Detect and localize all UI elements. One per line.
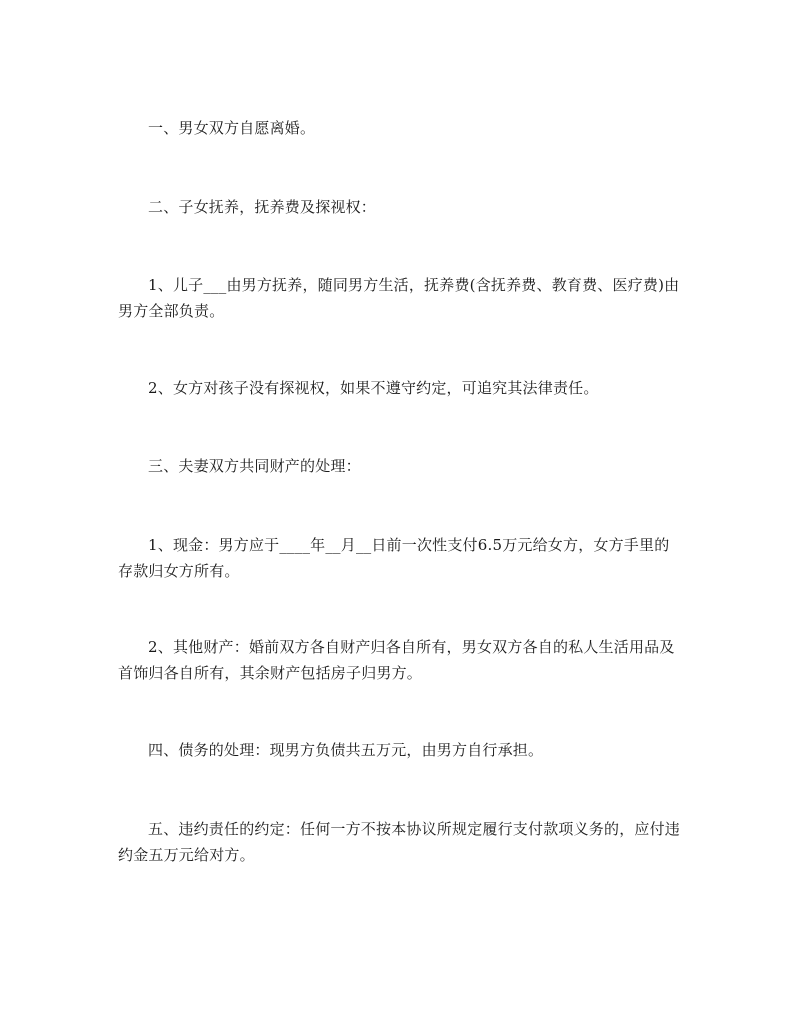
- clause-3-2-other-property: 2、其他财产：婚前双方各自财产归各自所有，男女双方各自的私人生活用品及首饰归各自所有，其余财产包括房子归男方。: [118, 638, 675, 682]
- clause-4-debt: 四、债务的处理：现男方负债共五万元，由男方自行承担。: [148, 741, 544, 759]
- clause-2-child-custody-heading: 二、子女抚养，抚养费及探视权：: [148, 198, 377, 216]
- clause-5-breach-liability: 五、违约责任的约定：任何一方不按本协议所规定履行支付款项义务的，应付违约金五万元给对方。: [118, 820, 681, 864]
- clause-1-voluntary-divorce: 一、男女双方自愿离婚。: [148, 119, 316, 137]
- clause-2-2-visitation: 2、女方对孩子没有探视权，如果不遵守约定，可追究其法律责任。: [148, 379, 599, 397]
- clause-2-1-son-custody: 1、儿子___由男方抚养，随同男方生活，抚养费(含抚养费、教育费、医疗费)由男方全部负责。: [118, 276, 680, 320]
- clause-3-1-cash: 1、现金：男方应于____年__月__日前一次性支付6.5万元给女方，女方手里的存款归女方所有。: [118, 536, 670, 580]
- clause-3-property-heading: 三、夫妻双方共同财产的处理：: [148, 457, 361, 475]
